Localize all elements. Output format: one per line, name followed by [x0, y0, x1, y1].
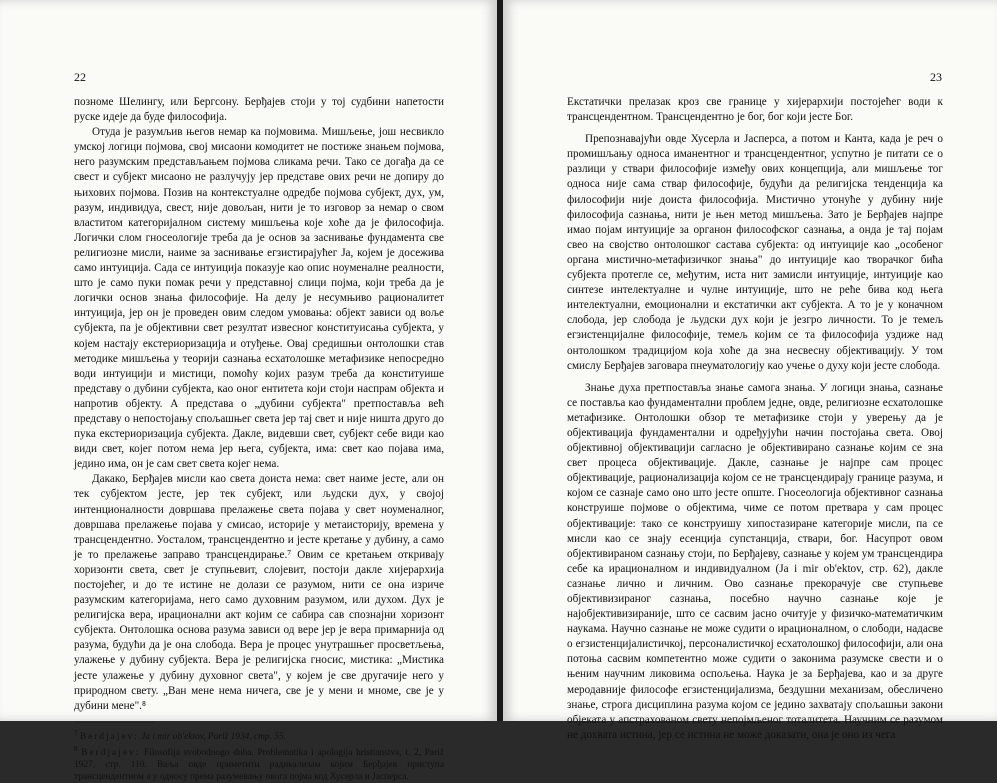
right-page-body	[567, 95, 943, 743]
page-number: 22	[74, 70, 86, 84]
paragraph: Отуда је разумљив његов немар ка појмовима. Мишљење, још несвикло умској логици појмова, свој мисаони комодитет не постиже знањем појмова, него разумским представљањем појмова сликама речи. Тако се догађа да се свест и субјект мисаоно не разлучују јер представе ових речи не допиру до њихових појмова. Позив на контекстуалне одредбе појмова субјект, дух, ум, разум, индивидуа, свест, није довољан, нити је то изговор за немар о свом властитом категоријалном систему мишљења које хоће да је философија. Логички слом гносеологије треба да је основ за заснивање фундамента све религиозне мисли, наиме за заснивање егзистирајућег Ја, којем је досежива само интуиција. Сада се интуиција показује као опис ноуменалне реалности, што је само пуки помак речи у представној слици појма, који треба да је логички основ знања философије. На делу је несумњиво рационалитет интуиција, јер он је проведен овим следом умовања: објект зависи од воље субјекта, па је објективни свет резултат извесног конституисања субјекта, у којем настају екстериоризација и отуђење. Овај средишњи онтолошки став методике мишљења у теорији сазнања есхатолошке метафизике непосредно води интуицији и мистици, помоћу којих разум треба да конституише представу о дубини субјекта, као оног ентитета који стоји наспрам објекта и напротив објекту. А представа о „дубини субјекта" претпоставља већ представу о непостојању спољашњег света јер тај свет и није ништа друго до пука екстериоризација субјекта. Дакле, видевши свет, субјект себе види као види свет, којег потом нема јер њега, субјекта, има: свет као појава има, једино има, он је сам свет света којег нема.	[74, 126, 444, 471]
right-page	[503, 0, 997, 741]
left-page	[0, 0, 497, 783]
page-number: 23	[930, 70, 942, 84]
footnote: $^8$ Berdjajev: Filosofija svobodnogo duha. Problematika i apologija hristianstva, t. 2, Pariž 1927, стр. 110. Ваља овде приметити радикализам којим Берђајев приступа трансцендентном а у односу према разумевању овога појма код Хусерла и Јасперса.	[74, 744, 445, 783]
paragraph: Знање духа претпоставља знање самога знања. У логици знања, сазнање се поставља као фундаментални проблем једне, овде, религиозне есхатолошке метафизике. Онтолошки обзор те метафизике стоји у уверењу да је објективација фундаментални и одређујући начин постојања света. Овој објективној објективацији сагласно је објективирано сазнање којим се зна свет процеса објективације. Дакле, сазнање је најпре сам процес објективације, рационализација којом се не трансцендирају границе разума, и којом се сазнаје само оно што јесте опште. Гносеологија објективног сазнања конструише појмове о објектима, чиме се потом претвара у сам процес објективације: тако се конструишу хипостазиране категорије мисли, па се мисли као се знају есенција супстанција, ствари, бог. Насупрот овом објективираном сазнању стоји, по Берђајеву, сазнање у којем ум трансцендира себе ка ирационалном и индивидуалном (Ja i mir ob'ektov, стр. 62), дакле сазнање лично и личним. Ово сазнање прекорачује све ступњеве објективизираног сазнања, посебно научно сазнање које је најобјективизираније, што се сасвим јасно очитује у физичко-математичким наукама. Научно сазнање не може судити о ирационалном, о слободи, надасве о егзистенцијалистичкој, персоналистичкој есхатолошкој философији, али она потоња сасвим компетентно може судити о законима разумске свести и о њеним научним ликовима оспољења. Наука је за Берђајева, као и за друге меродавније философе егзистенцијализма, бездушни механизам, обесличено знање, строга дисциплина разума којом се једино захватају спољашњи закони објеката у апстрахованом свету непојмљеног тоталитета. Научним се разумом не дохвата истина, јер се истина не може доказати, она је оно из чега	[567, 381, 943, 741]
footnote: $^7$ Berdjajev: Ja i mir ob'ektov, Pariž 1934, стр. 55.	[74, 728, 287, 742]
left-page-body	[74, 95, 444, 783]
paragraph: Дакако, Берђајев мисли као света доиста нема: свет наиме јесте, али он тек субјектом јесте, јер тек субјект, или људски дух, у својој интенционалности довршава прелажење света појава у свет ноуменалног, довршава прелажење појава у смисао, историје у метаисторију, времена у трансцендентно. Уосталом, трансцендентно и јесте кретање у дубину, а само је то прелажење заправо трансцендирање.⁷ Овим се кретањем откривају хоризонти света, свет је ступњевит, слојевит, постоји дакле хијерархија постојећег, и до те истине не долази се разумом, нити се она изриче разумским категоријама, него само духовним разумом, или духом. Дух је религијска вера, ирационални акт којим се сабира сав спознајни хоризонт субјекта. Онтолошка основа разума зависи од вере јер је вера примарнија од разума, будући да је она слобода. Вера је процес унутрашњег просветљења, улажење у дубину субјекта. Вера је религијска гносис, мистика: „Мистика јесте улажење у дубину духовног света", у којем је све другачије него у природном свету. „Ван мене нема ничега, све је у мени и мноме, све је у дубини мене".⁸	[74, 473, 444, 712]
paragraph: Препознавајући овде Хусерла и Јасперса, а потом и Канта, када је реч о промишљању односа иманентног и трансцендентног, успутно је питати се о разлици у ствари философије између ових концепција, али мишљење тог односа није сама ствар философије, будући да религијска тенденција ка философији није доиста философија. Мистично утонуће у дубину није философија сазнања, нити је њен метод мишљења. Зато је Берђајев најпре имао појам интуиције за органон философског сазнања, а онда је тај појам свео на својство онтолошког састава субјекта: од интуиције као „особеног органа мистично-метафизичког знања" до интуиције као творачког бића субјекта протегле се, међутим, иста нит замисли интуиције, интуиције као синтезе интелектуалне и чулне интуиције, што не реће бива код њега интелектуални, емоционални и екстатички акт субјекта. А то је у коначном слобода, јер слобода је људски дух који је језгро личности. То је темељ егзистенцијалне философије, темељ којим се та философија уздиже над онтолошком традицијом која хоће да зна несвесну објективацију. У том смислу Берђајев заговара пнеуматологију као учење о духу који јесте слобода.	[567, 133, 943, 372]
footnote-divider	[74, 722, 154, 723]
paragraph: Екстатички прелазак кроз све границе у хијерархији постојећег води к трансцендентном. Трансцендентно је бог, бог који јесте Бог.	[567, 96, 943, 124]
paragraph: позноме Шелингу, или Бергсону. Берђајев стоји у тој судбини напетости руске идеје да буде философија.	[74, 96, 444, 124]
